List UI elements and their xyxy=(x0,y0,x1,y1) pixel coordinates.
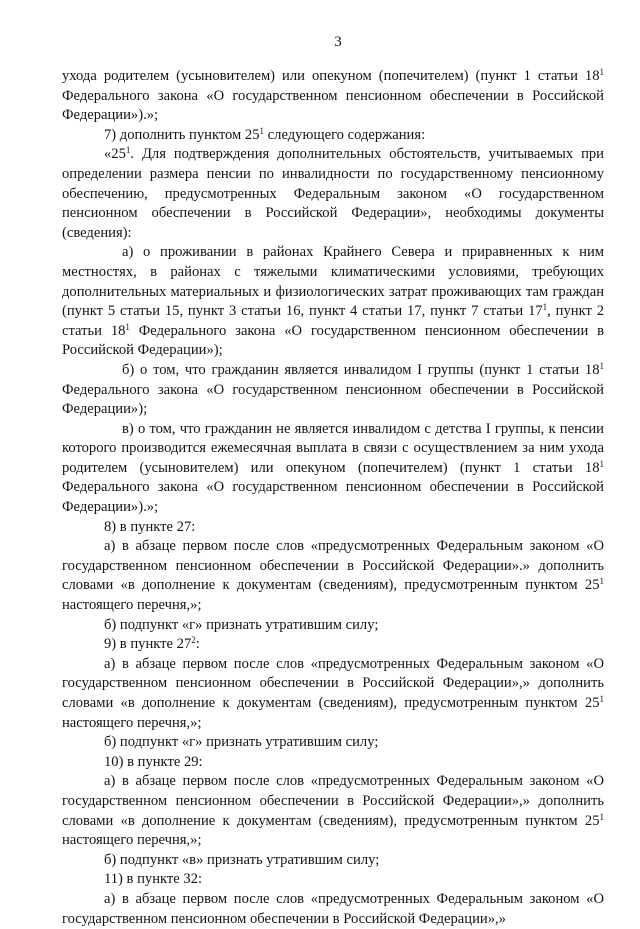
paragraph-continuation: ухода родителем (усыновителем) или опекуном (попечителем) (пункт 1 статьи $18^1$ Федерального закона «О государственном пенсионном обеспечении в Российской Федерации»).»; xyxy=(62,67,604,124)
paragraph-item-11: 11) в пункте 32: xyxy=(104,871,203,888)
paragraph-item-9-b: б) подпункт «г» признать утратившим силу; xyxy=(104,734,379,751)
paragraph-point-25-1: «$25^1$. Для подтверждения дополнительных обстоятельств, учитываемых при определении размера пенсии по инвалидности по государственному пенсионному обеспечению, предусмотренных Федеральным законом «О государственном пенсионном обеспечении в Российской Федерации», необходимы документы (сведения): xyxy=(62,145,604,241)
paragraph-item-8-a: а) в абзаце первом после слов «предусмотренных Федеральным законом «О государственном пенсионном обеспечении в Российской Федерации».» дополнить словами «в дополнение к документам (сведениям), предусмотренным пунктом $25^1$ настоящего перечня,»; xyxy=(62,538,604,614)
paragraph-item-10: 10) в пункте 29: xyxy=(104,753,203,770)
paragraph-item-11-a: а) в абзаце первом после слов «предусмотренных Федеральным законом «О государственном пенсионном обеспечении в Российской Федерации»,» xyxy=(62,890,604,927)
paragraph-item-9-a: а) в абзаце первом после слов «предусмотренных Федеральным законом «О государственном пенсионном обеспечении в Российской Федерации»,» дополнить словами «в дополнение к документам (сведениям), предусмотренным пунктом $25^1$ настоящего перечня,»; xyxy=(62,655,604,731)
paragraph-subitem-b: б) о том, что гражданин является инвалидом I группы (пункт 1 статьи $18^1$ Федерального закона «О государственном пенсионном обеспечении в Российской Федерации»); xyxy=(62,360,604,418)
page-number: 3 xyxy=(334,34,342,50)
paragraph-item-8-b: б) подпункт «г» признать утратившим силу; xyxy=(104,616,379,633)
paragraph-subitem-v: в) о том, что гражданин не является инвалидом с детства I группы, к пенсии которого производится ежемесячная выплата в связи с осуществлением за ним ухода родителем (усыновителем) или опекуном (попечителем) (пункт 1 статьи $18^1$ Федерального закона «О государственном пенсионном обеспечении в Российской Федерации»).»; xyxy=(62,420,604,516)
paragraph-item-7: 7) дополнить пунктом $25^1$ следующего содержания: xyxy=(104,125,426,143)
body-text xyxy=(62,67,604,929)
paragraph-item-10-b: б) подпункт «в» признать утратившим силу; xyxy=(104,851,380,868)
paragraph-item-9: 9) в пункте $27^2$: xyxy=(104,635,200,653)
paragraph-item-10-a: а) в абзаце первом после слов «предусмотренных Федеральным законом «О государственном пенсионном обеспечении в Российской Федерации»,» дополнить словами «в дополнение к документам (сведениям), предусмотренным пунктом $25^1$ настоящего перечня,»; xyxy=(62,773,604,849)
paragraph-subitem-a: а) о проживании в районах Крайнего Севера и приравненных к ним местностях, в районах с тяжелыми климатическими условиями, требующих дополнительных материальных и физиологических затрат проживающих там граждан (пункт 5 статьи 15, пункт 3 статьи 16, пункт 4 статьи 17, пункт 7 статьи $17^1$, пункт 2 статьи $18^1$ Федерального закона «О государственном пенсионном обеспечении в Российской Федерации»); xyxy=(62,244,605,359)
paragraph-item-8: 8) в пункте 27: xyxy=(104,518,196,535)
